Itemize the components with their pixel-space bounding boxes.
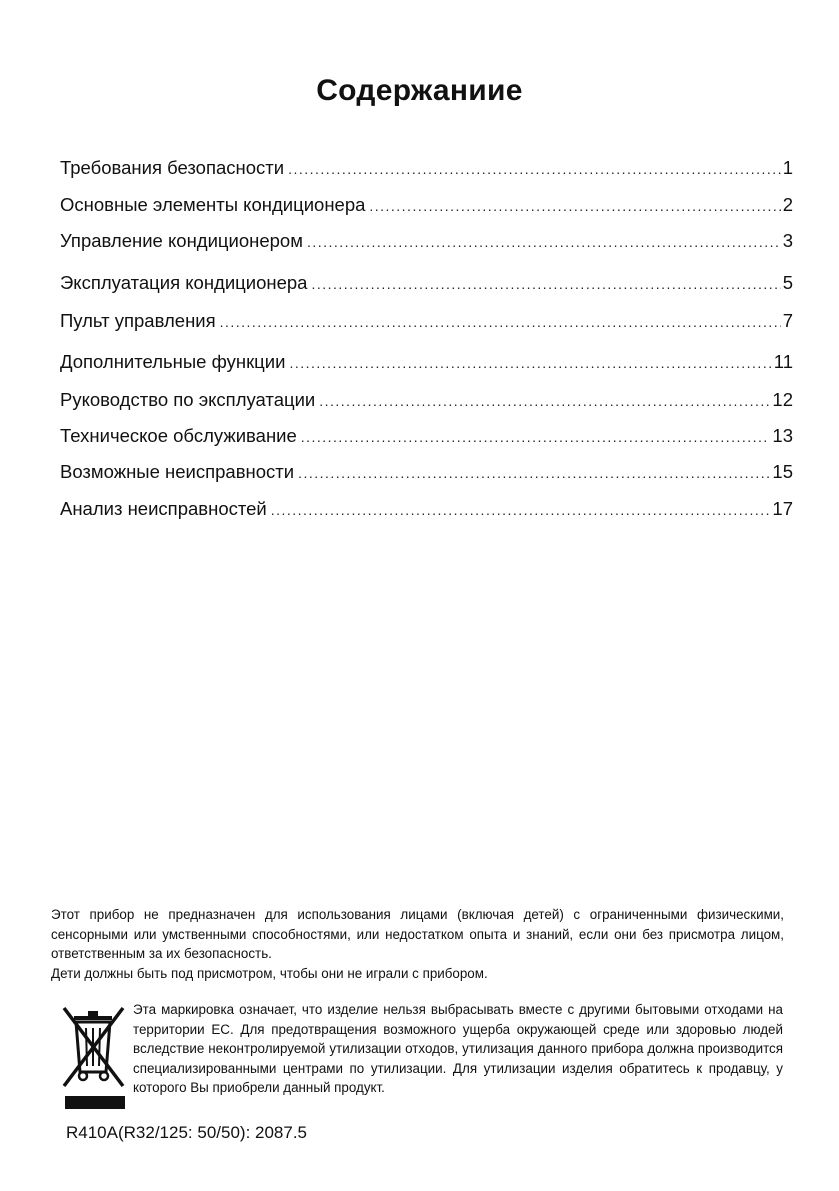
toc-leader-dots [289,355,771,371]
toc-leader-dots [311,276,780,292]
toc-entry[interactable] [60,310,793,334]
toc-entry-label: Возможные неисправности [60,461,295,482]
crossed-out-wheelie-bin-icon [61,1002,127,1110]
toc-entry-page: 5 [782,272,793,293]
weee-disposal-text: Эта маркировка означает, что изделие нельзя выбрасывать вместе с другими бытовыми отходами на территории ЕС. Для предотвращения возможного ущерба окружающей среде или здоровью людей вследствие неконтролируемой утилизации отходов, утилизация данного прибора должна производится специализированными центрами по утилизации. Для утилизации изделия обратитесь к продавцу, у которого Вы приобрели данный продукт. [133,1002,783,1095]
toc-entry[interactable] [60,389,793,413]
toc-entry-label: Эксплуатация кондиционера [60,272,308,293]
toc-entry[interactable] [60,194,793,218]
child-supervision-text: Дети должны быть под присмотром, чтобы они не играли с прибором. [51,965,488,981]
toc-entry-page: 17 [772,498,793,519]
toc-leader-dots [307,234,781,250]
toc-entry-label: Пульт управления [60,310,216,331]
toc-entry-page: 7 [782,310,793,331]
toc-entry[interactable] [60,351,793,375]
safety-notice-text: Этот прибор не предназначен для использования лицами (включая детей) с ограниченными физическими, сенсорными или умственными способностями, или недостатком опыта и знаний, если они без присмотра лицом, ответственным за их безопасность. [51,907,784,961]
toc-leader-dots [271,502,771,518]
toc-entry-page: 3 [782,230,793,251]
toc-entry-page: 1 [782,157,793,178]
toc-entry-page: 2 [782,194,793,215]
toc-entry-label: Техническое обслуживание [60,425,297,446]
toc-entry[interactable] [60,157,793,181]
toc-entry[interactable] [60,425,793,449]
toc-entry-label: Руководство по эксплуатации [60,389,316,410]
toc-entry[interactable] [60,230,793,254]
toc-entry[interactable] [60,272,793,296]
toc-leader-dots [319,393,770,409]
page-title: Содержаниие [316,74,523,107]
toc-entry-page: 12 [772,389,793,410]
weee-disposal-section [51,1000,784,1110]
toc-leader-dots [298,465,770,481]
toc-leader-dots [369,198,780,214]
toc-leader-dots [301,429,771,445]
safety-notice [51,905,784,983]
toc-entry[interactable] [60,461,793,485]
toc-entry-label: Дополнительные функции [60,351,286,372]
toc-leader-dots [220,314,781,330]
toc-entry-label: Управление кондиционером [60,230,303,251]
toc-entry[interactable] [60,498,793,522]
toc-leader-dots [288,161,781,177]
toc-entry-page: 15 [772,461,793,482]
toc-entry-label: Анализ неисправностей [60,498,267,519]
refrigerant-info: R410A(R32/125: 50/50): 2087.5 [66,1123,308,1142]
toc-entry-label: Требования безопасности [60,157,285,178]
toc-entry-page: 13 [772,425,793,446]
toc-entry-label: Основные элементы кондиционера [60,194,366,215]
toc-entry-page: 11 [773,351,793,372]
